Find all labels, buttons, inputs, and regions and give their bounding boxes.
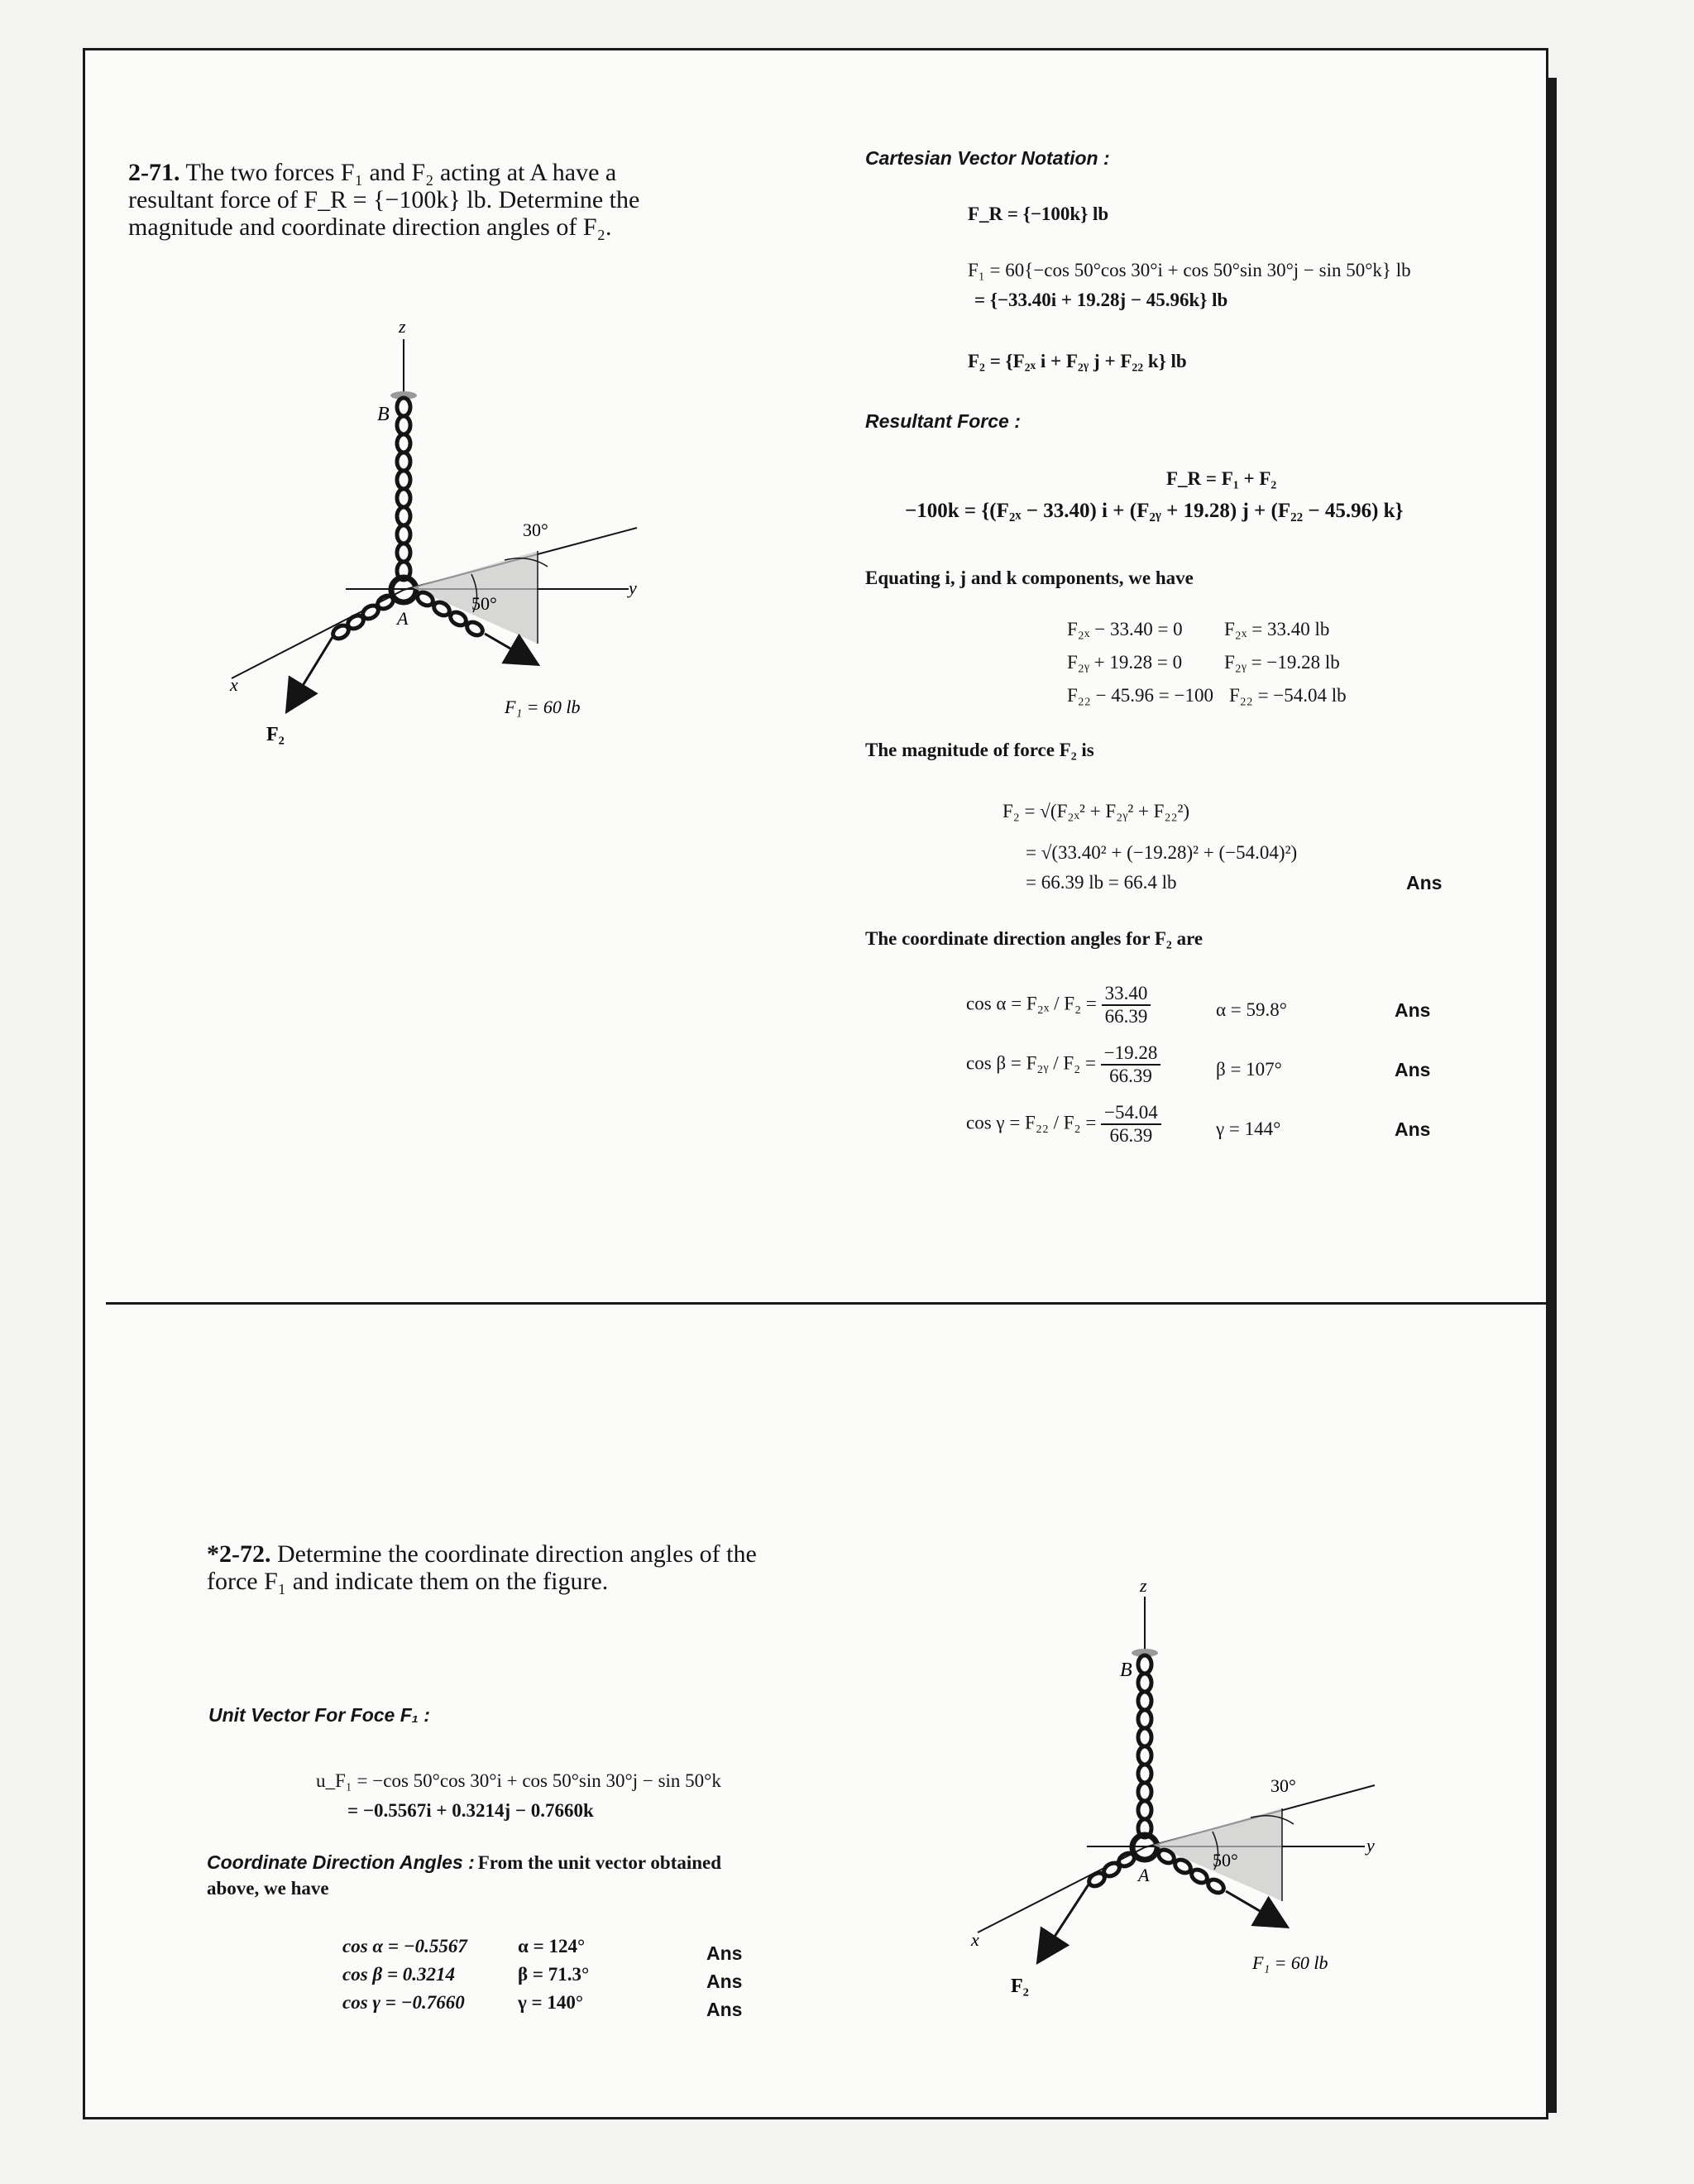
problem-text-line: force F₁ and indicate them on the figure. (207, 1568, 609, 1595)
comp-y-val: F₂ᵧ = −19.28 lb (1224, 652, 1340, 673)
f2-arrow (1039, 1885, 1089, 1961)
heading-direction-angles: Coordinate Direction Angles : (207, 1851, 475, 1873)
problem-text-line: The two forces F₁ and F₂ acting at A have a (185, 159, 617, 186)
x-axis-label: x (230, 674, 238, 695)
cos-gamma-num: −54.04 (1101, 1102, 1161, 1125)
alpha-272: α = 124° (518, 1936, 586, 1956)
cos-gamma-row (966, 1102, 1161, 1147)
comp-z-eq: F₂₂ − 45.96 = −100 (1067, 685, 1213, 706)
angles-intro: The coordinate direction angles for F₂ are (865, 928, 1204, 949)
cos-gamma-den: 66.39 (1109, 1125, 1153, 1146)
gamma-272: γ = 140° (518, 1992, 584, 2013)
angle-50-label: 50° (471, 593, 497, 614)
ans-beta-272: Ans (706, 1971, 743, 1992)
problem-number: *2-72. (207, 1540, 271, 1568)
cos-beta-row (966, 1042, 1160, 1087)
cos-beta-num: −19.28 (1101, 1042, 1161, 1066)
heading-cartesian: Cartesian Vector Notation : (865, 147, 1110, 169)
mag-line1: F₂ = √(F₂ₓ² + F₂ᵧ² + F₂₂²) (1003, 801, 1190, 821)
eq-f2: F₂ = {F₂ₓ i + F₂ᵧ j + F₂₂ k} lb (968, 351, 1187, 371)
point-b-label: B (377, 404, 390, 425)
ans-gamma: Ans (1395, 1118, 1431, 1140)
point-a-label: A (397, 608, 409, 629)
frame-shadow (1548, 78, 1557, 2113)
u-line2: = −0.5567i + 0.3214j − 0.7660k (347, 1800, 594, 1821)
angle-30-label: 30° (523, 520, 548, 540)
cos-gamma-lhs: cos γ = F₂₂ / F₂ = (966, 1112, 1097, 1133)
angle-30-label: 30° (1270, 1775, 1296, 1796)
angles-paragraph (207, 1851, 721, 1874)
magnitude-intro: The magnitude of force F₂ is (865, 740, 1094, 760)
point-b-label: B (1120, 1660, 1132, 1681)
z-axis-label: z (399, 316, 406, 337)
cos-beta-fraction (1101, 1042, 1161, 1087)
beta-val: β = 107° (1216, 1059, 1282, 1080)
force-diagram-271 (223, 314, 687, 761)
problem-2-72-statement (207, 1540, 835, 1595)
chain-f2 (1087, 1851, 1137, 1889)
u-line1: u_F₁ = −cos 50°cos 30°i + cos 50°sin 30°j − sin 50°k (316, 1770, 721, 1791)
cos-beta-272: cos β = 0.3214 (342, 1964, 456, 1985)
cos-alpha-272: cos α = −0.5567 (342, 1936, 467, 1956)
equating-text: Equating i, j and k components, we have (865, 568, 1194, 588)
z-axis-label: z (1140, 1575, 1147, 1596)
beta-272: β = 71.3° (518, 1964, 590, 1985)
eq-f1-line2: = {−33.40i + 19.28j − 45.96k} lb (974, 290, 1228, 310)
heading-unit-vector: Unit Vector For Foce F₁ : (208, 1704, 430, 1726)
section-divider (106, 1302, 1552, 1305)
chain-ab (397, 398, 410, 580)
eq-fr-expand: −100k = {(F₂ₓ − 33.40) i + (F₂ᵧ + 19.28) j + (F₂₂ − 45.96) k} (905, 500, 1404, 522)
x-axis-label: x (971, 1929, 979, 1950)
eq-f1-line1: F₁ = 60{−cos 50°cos 30°i + cos 50°sin 30°j − sin 50°k} lb (968, 260, 1411, 280)
ans-magnitude: Ans (1406, 872, 1443, 893)
ans-gamma-272: Ans (706, 1999, 743, 2020)
angle-50-label: 50° (1213, 1850, 1238, 1870)
problem-text-line: resultant force of F_R = {−100k} lb. Determine the (128, 186, 640, 213)
cos-alpha-den: 66.39 (1104, 1006, 1148, 1027)
cos-alpha-fraction (1102, 983, 1151, 1027)
ans-beta: Ans (1395, 1059, 1431, 1080)
cos-gamma-fraction (1101, 1102, 1161, 1147)
comp-x-val: F₂ₓ = 33.40 lb (1224, 619, 1330, 639)
cos-alpha-lhs: cos α = F₂ₓ / F₂ = (966, 993, 1097, 1014)
comp-y-eq: F₂ᵧ + 19.28 = 0 (1067, 652, 1183, 673)
y-axis-label: y (629, 577, 637, 598)
mag-line2: = √(33.40² + (−19.28)² + (−54.04)²) (1026, 842, 1298, 863)
y-axis-label: y (1366, 1835, 1375, 1856)
problem-number: 2-71. (128, 159, 180, 186)
f1-label: F₁ = 60 lb (1252, 1952, 1328, 1973)
f1-label: F₁ = 60 lb (505, 697, 581, 717)
f2-label: F₂ (266, 724, 285, 745)
eq-fr-sum: F_R = F₁ + F₂ (1166, 468, 1277, 489)
cos-alpha-row (966, 983, 1151, 1027)
alpha-val: α = 59.8° (1216, 999, 1287, 1020)
eq-fr: F_R = {−100k} lb (968, 204, 1109, 224)
cos-beta-lhs: cos β = F₂ᵧ / F₂ = (966, 1052, 1096, 1074)
force-diagram-272 (968, 1572, 1398, 2019)
f2-label: F₂ (1011, 1976, 1029, 1997)
cos-gamma-272: cos γ = −0.7660 (342, 1992, 465, 2013)
f2-arrow (288, 637, 333, 710)
ans-alpha-272: Ans (706, 1942, 743, 1964)
chain-ab (1138, 1655, 1151, 1837)
angles-text-line: above, we have (207, 1878, 329, 1899)
gamma-val: γ = 144° (1216, 1118, 1281, 1139)
cos-beta-den: 66.39 (1109, 1066, 1152, 1086)
cos-alpha-num: 33.40 (1102, 983, 1151, 1006)
ans-alpha: Ans (1395, 999, 1431, 1021)
problem-text-line: Determine the coordinate direction angles of the (277, 1540, 757, 1568)
comp-x-eq: F₂ₓ − 33.40 = 0 (1067, 619, 1183, 639)
comp-z-val: F₂₂ = −54.04 lb (1229, 685, 1347, 706)
heading-resultant: Resultant Force : (865, 410, 1021, 432)
angles-text-line: From the unit vector obtained (477, 1852, 722, 1873)
chain-f2 (331, 593, 395, 641)
mag-line3: = 66.39 lb = 66.4 lb (1026, 872, 1177, 893)
point-a-label: A (1138, 1865, 1150, 1885)
problem-2-71-statement (128, 159, 724, 241)
problem-text-line: magnitude and coordinate direction angles of F₂. (128, 213, 612, 241)
